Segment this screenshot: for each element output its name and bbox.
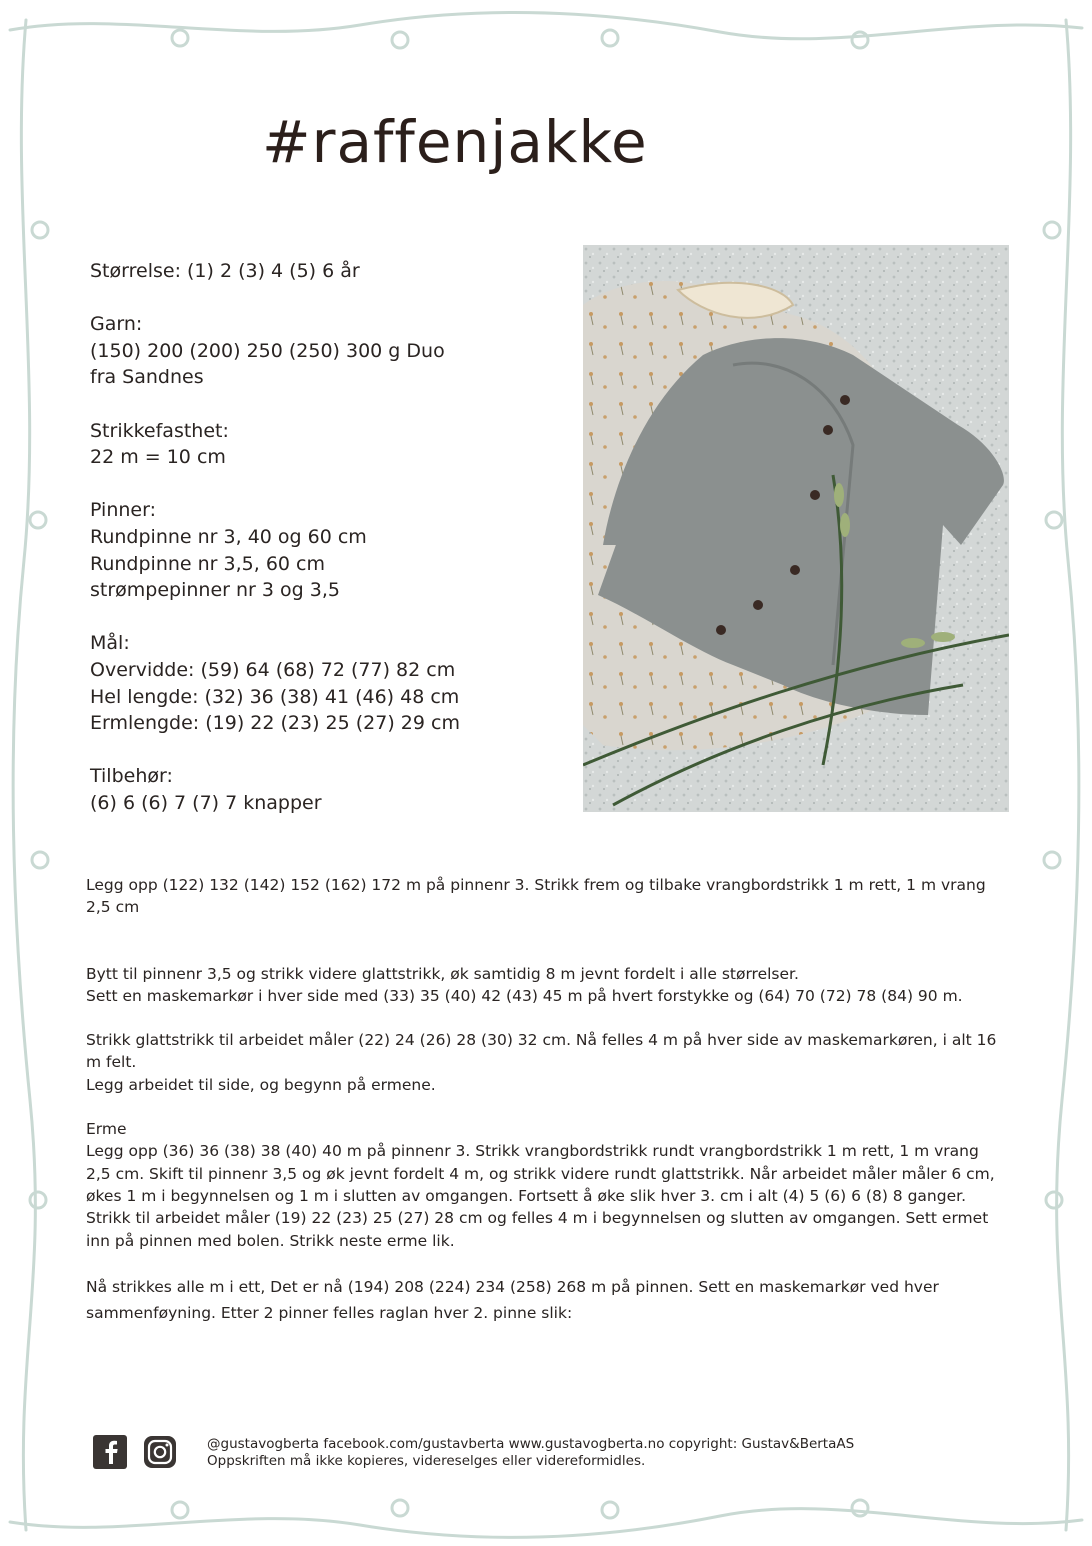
instruction-paragraph: Nå strikkes alle m i ett, Det er nå (194) 208 (224) 234 (258) 268 m på pinnen. Sett en maskemarkør ved hver sammenføyning. Etter 2 pinner felles raglan hver 2. pinne slik: bbox=[86, 1277, 939, 1322]
spec-line: Rundpinne nr 3, 40 og 60 cm bbox=[90, 525, 367, 548]
instruction-paragraph: Sett en maskemarkør i hver side med (33) 35 (40) 42 (43) 45 m på hvert forstykke og (64) 70 (72) 78 (84) 90 m. bbox=[86, 986, 963, 1005]
spec-needles bbox=[90, 497, 560, 603]
footer bbox=[92, 1434, 1022, 1474]
instruction-paragraph: Legg opp (36) 36 (38) 38 (40) 40 m på pinnenr 3. Strikk vrangbordstrikk rundt vrangbordstrikk 1 m rett, 1 m vrang 2,5 cm. Skift til pinnenr 3,5 og øk jevnt fordelt 4 m, og strikk videre rundt glattstrikk. Når arbeidet måler måler 6 cm, økes 1 m i begynnelsen og 1 m i slutten av omgangen. Fortsett å øke slik hver 3. cm i alt (4) 5 (6) 6 (8) 8 ganger. bbox=[86, 1142, 995, 1205]
instruction-paragraph: Legg opp (122) 132 (142) 152 (162) 172 m på pinnenr 3. Strikk frem og tilbake vrangbordstrikk 1 m rett, 1 m vrang 2,5 cm bbox=[86, 876, 986, 917]
spec-measurements bbox=[90, 630, 560, 736]
instagram-icon[interactable] bbox=[142, 1434, 178, 1470]
spec-line: 22 m = 10 cm bbox=[90, 446, 226, 469]
footer-copyright-notice: Oppskriften må ikke kopieres, videreselges eller videreformidles. bbox=[207, 1453, 646, 1469]
spec-gauge bbox=[90, 418, 560, 471]
spec-line: Størrelse: (1) 2 (3) 4 (5) 6 år bbox=[90, 260, 360, 282]
spec-heading: Garn: bbox=[90, 313, 143, 336]
spec-heading: Pinner: bbox=[90, 499, 156, 522]
spec-line: (6) 6 (6) 7 (7) 7 knapper bbox=[90, 791, 322, 814]
instructions bbox=[86, 874, 1006, 1326]
instruction-paragraph: Strikk glattstrikk til arbeidet måler (22) 24 (26) 28 (30) 32 cm. Nå felles 4 m på hver side av maskemarkøren, i alt 16 m felt. bbox=[86, 1031, 997, 1072]
instruction-paragraph: Legg arbeidet til side, og begynn på ermene. bbox=[86, 1075, 436, 1094]
footer-text bbox=[207, 1436, 854, 1470]
spec-line: Ermlengde: (19) 22 (23) 25 (27) 29 cm bbox=[90, 712, 460, 735]
spec-accessories bbox=[90, 763, 560, 816]
pattern-title: #raffenjakke bbox=[262, 108, 648, 176]
spec-line: Overvidde: (59) 64 (68) 72 (77) 82 cm bbox=[90, 658, 456, 681]
spec-line: strømpepinner nr 3 og 3,5 bbox=[90, 579, 340, 602]
instruction-paragraph: Bytt til pinnenr 3,5 og strikk videre glattstrikk, øk samtidig 8 m jevnt fordelt i alle størrelser. bbox=[86, 964, 799, 983]
spec-heading: Tilbehør: bbox=[90, 765, 173, 788]
cardigan-photo bbox=[583, 245, 1009, 812]
spec-heading: Strikkefasthet: bbox=[90, 419, 229, 442]
spec-line: (150) 200 (200) 250 (250) 300 g Duo bbox=[90, 339, 445, 362]
facebook-icon[interactable] bbox=[92, 1434, 128, 1470]
spec-heading: Mål: bbox=[90, 632, 130, 655]
spec-size bbox=[90, 258, 560, 285]
footer-links: @gustavogberta facebook.com/gustavberta www.gustavogberta.no copyright: Gustav&BertaAS bbox=[207, 1436, 855, 1452]
instruction-paragraph: Strikk til arbeidet måler (19) 22 (23) 25 (27) 28 cm og felles 4 m i begynnelsen og slutten av omgangen. Sett ermet inn på pinnen med bolen. Strikk neste erme lik. bbox=[86, 1209, 989, 1250]
spec-list bbox=[90, 258, 560, 843]
spec-line: fra Sandnes bbox=[90, 366, 204, 389]
spec-line: Rundpinne nr 3,5, 60 cm bbox=[90, 552, 326, 575]
spec-line: Hel lengde: (32) 36 (38) 41 (46) 48 cm bbox=[90, 685, 460, 708]
spec-yarn bbox=[90, 311, 560, 391]
section-heading-sleeve: Erme bbox=[86, 1120, 127, 1139]
